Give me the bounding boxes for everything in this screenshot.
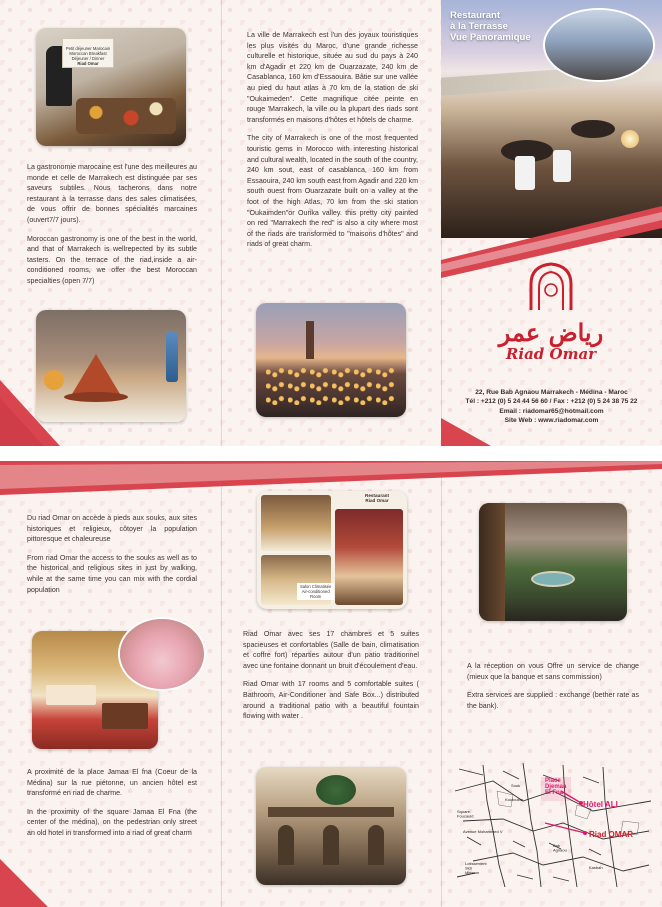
map-lotissement-label: Lotissement Sidi Mimoun: [465, 861, 487, 875]
location-text-fr: Du riad Omar on accède à pieds aux souks, aux sites historiques et religieux, côtoyer la population pittoresque et chaleureuse: [27, 514, 197, 544]
map-hotel-ali-label: Hôtel ALI: [583, 800, 618, 809]
restaurant-salon-collage: [257, 491, 407, 609]
brand-block: [481, 318, 621, 363]
breakfast-buffet-photo: [36, 28, 186, 146]
corner-pattern: [0, 859, 48, 907]
panel-gastronomy: [0, 0, 221, 446]
gastronomy-text-en: Moroccan gastronomy is one of the best in the world, and that of Marrakech is wellrepected by its subtle tasters. On the terrace of the riad,inside a air-conditioned rooms, we offer the best Moroccan specialties (open 7/7): [27, 234, 197, 285]
rooms-text-fr: Riad Omar avec ses 17 chambres et 5 suites spacieuses et confortables (Salle de bain, climatisation et coffre fort) réparties autour d'un patio traditionnel avec une fontaine donnant un bruit d'écoulement d'eau.: [243, 630, 419, 670]
panel-rooms: [221, 461, 441, 907]
marrakech-text: [247, 30, 418, 258]
corner-pattern: [441, 418, 491, 446]
map-souk-label: Souk: [511, 783, 521, 788]
corner-pattern: [0, 380, 60, 446]
contact-email: Email : riadomar65@hotmail.com: [499, 407, 604, 415]
restaurant-caption: Restaurant Riad Omar: [365, 493, 389, 504]
courtyard-fountain-photo: [479, 503, 627, 621]
terrace-title-line1: Restaurant: [450, 10, 501, 21]
riad-patio-photo: [256, 767, 406, 885]
panel-marrakech: [221, 0, 441, 446]
pink-suite-inset-photo: [120, 619, 204, 689]
rooms-text: [243, 629, 419, 730]
terrace-title-line2: à la Terrasse: [450, 21, 508, 32]
gastronomy-text-fr: La gastronomie marocaine est l'une des meilleures au monde et celle de Marrakech est distinguée par ses saveurs subtiles. Nous tacherons dans notre restaurant à la terrasse dans des sales climatisées, de vous offrir de bonnes spécialités marcaines (ouvert7/7 jours).: [27, 163, 197, 224]
map-riad-omar-label: Riad OMAR: [589, 830, 633, 839]
map-place-label: Place Djemaa El Fna: [545, 778, 567, 796]
map-bab-label: Bab Agnaou: [553, 843, 567, 853]
panel-location: [0, 461, 221, 907]
marrakech-text-en: The city of Marrakech is one of the most frequented touristic gems in Morocco with interesting historical and cultural wealth, located in the south of the country, 240 km sout, east of casablanca, 160 km from Essaouira, 240 km south east from Agadir and 220 km south ouest from Ouarzazate built on a valley at the foot of the high Atlas, 70 km from the ski station "Oukaimden"or Ourika valley. this pretty city painted on red "Marrakech the red" is also a city where most of the riads are transformed to "maisons d'hôtes" and riads of great charm.: [247, 134, 419, 249]
contact-website: Site Web : www.riadomar.com: [504, 417, 599, 425]
contact-phone: Tél : +212 (0) 5 24 44 56 60 / Fax : +212 (0) 5 24 38 75 22: [465, 398, 638, 406]
location-map[interactable]: [453, 761, 653, 891]
terrace-title-line3: Vue Panoramique: [450, 32, 531, 43]
map-avenue-label: Avenue Mohammed V: [463, 829, 503, 834]
rooms-text-en: Riad Omar with 17 rooms and 5 comfortable suites ( Bathroom, Air-Conditioner and Safe Box...) distributed around a traditional patio with a beautiful fountain flowing with water .: [243, 680, 419, 721]
gastronomy-text: [27, 162, 197, 295]
riad-arch-icon: [511, 262, 591, 312]
breakfast-sign-riad: Riad Omar: [77, 61, 99, 66]
breakfast-sign: [62, 38, 114, 68]
brochure-inner-sheet: [0, 461, 662, 907]
panel-services-map: [441, 461, 662, 907]
contact-address: 22, Rue Bab Agnaou Marrakech - Médina - Maroc: [475, 389, 628, 396]
location-text-top: [27, 513, 197, 603]
proximity-text-fr: A proximité de la place Jamaa El fna (Coeur de la Médina) sur la rue piétonne, un ancien hôtel est transformé en riad de charme.: [27, 768, 197, 798]
brochure-outer-sheet: [0, 0, 662, 446]
brand-arabic-name: رياض عمر: [498, 318, 604, 347]
koutoubia-dusk-photo: [256, 303, 406, 417]
services-text: [467, 661, 639, 719]
breakfast-sign-text: Petit déjeuner Marocain Moroccan Breakfast Déjeuner / Dinner: [65, 46, 111, 61]
map-koutoubia-label: Koutoubia: [505, 797, 524, 802]
terrace-view-inset-photo: [545, 10, 653, 80]
services-text-en: Extra services are supplied : exchange (bether rate as the bank).: [467, 691, 639, 710]
terrace-title: [450, 10, 531, 43]
salon-caption: Salon Climatisée Air-conditioned Room: [297, 583, 334, 600]
brand-latin-name: Riad Omar: [505, 345, 597, 363]
services-text-fr: A la réception on vous Offre un service de change (mieux que la banque et sans commission): [467, 662, 639, 681]
location-text-en: From riad Omar the access to the souks as well as to the historical and religious sites in just by walking, while at the same time you can mix with the cordial population: [27, 553, 197, 594]
proximity-text-en: In the proximity of the square Jamaa El Fna (the center of the médina), on the pedestrian only street an old hotel in transformed into a riad of great charm: [27, 807, 197, 837]
map-kasbah-label: Kasbah: [589, 865, 603, 870]
terrace-restaurant-photo: [441, 0, 662, 238]
map-square-label: Square Foucauld: [457, 809, 474, 819]
panel-cover: [441, 0, 662, 446]
marrakech-text-fr: La ville de Marrakech est l'un des joyaux touristiques les plus visités du Maroc, d'une grande richesse culturelle et historique, située au sud du pays à 240 km d'Agadir et 220 km de Ouarzazate, 240 km de Casablanca, 160 km d'Essaouira. Bâtie sur une vallée au pied du haut atlas à 70 km de la station de ski "Oukaimeden". Cette magnifique citée peinte en rouge 'Marrakech, la ville ou la plupart des riads sont transformés en maisons d'hôtes et hôtels de charme.: [247, 31, 418, 124]
location-text-bottom: [27, 767, 197, 847]
